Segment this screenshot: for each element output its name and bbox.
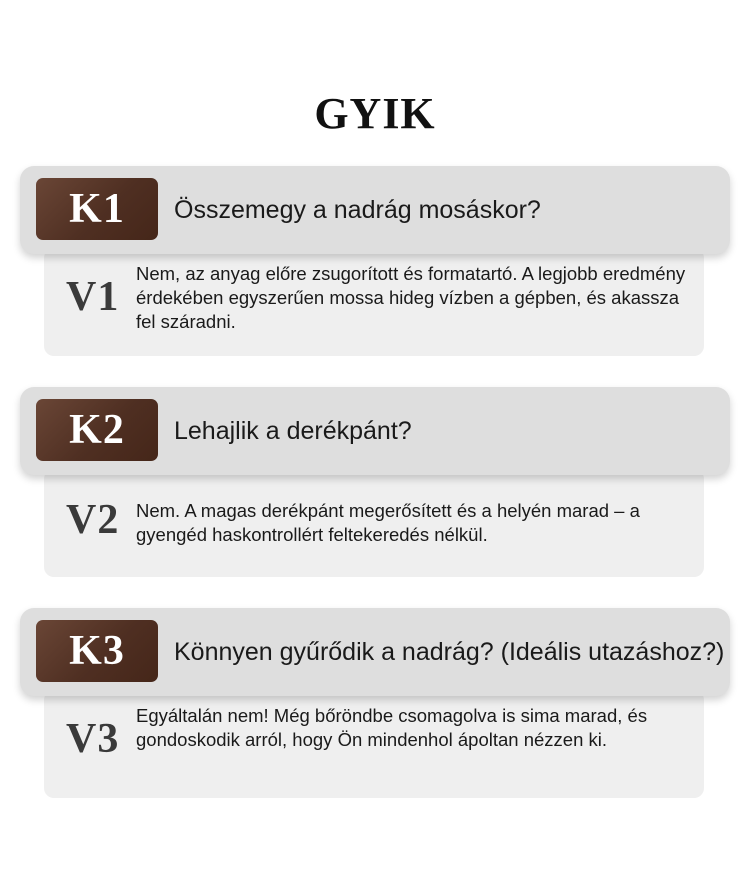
faq-item (20, 387, 730, 545)
question-text: Összemegy a nadrág mosáskor? (174, 196, 541, 224)
answer-number-label: V3 (66, 716, 120, 762)
answer-card (44, 248, 704, 356)
answer-text: Nem, az anyag előre zsugorított és formatartó. A legjobb eredmény érdekében egyszerűen mossa hideg vízben a gépben, és akassza fel száradni. (136, 263, 686, 332)
faq-item (20, 608, 730, 762)
question-number-badge: K1 (36, 178, 158, 240)
answer-number-label: V1 (66, 274, 120, 320)
answer-text: Egyáltalán nem! Még bőröndbe csomagolva is sima marad, és gondoskodik arról, hogy Ön mindenhol ápoltan nézzen ki. (136, 705, 648, 750)
question-text: Könnyen gyűrődik a nadrág? (Ideális utazáshoz?) (174, 638, 725, 666)
answer-number-label: V2 (66, 497, 120, 543)
question-bar[interactable] (20, 166, 730, 254)
page-title: GYIK (314, 89, 436, 138)
question-number-badge: K2 (36, 399, 158, 461)
question-number-badge: K3 (36, 620, 158, 682)
question-bar[interactable] (20, 608, 730, 696)
answer-card (44, 469, 704, 577)
question-text: Lehajlik a derékpánt? (174, 417, 412, 445)
question-bar[interactable] (20, 387, 730, 475)
faq-item (20, 166, 730, 332)
answer-card (44, 690, 704, 798)
answer-text: Nem. A magas derékpánt megerősített és a helyén marad – a gyengéd haskontrollért feltekeredés nélkül. (136, 500, 640, 545)
